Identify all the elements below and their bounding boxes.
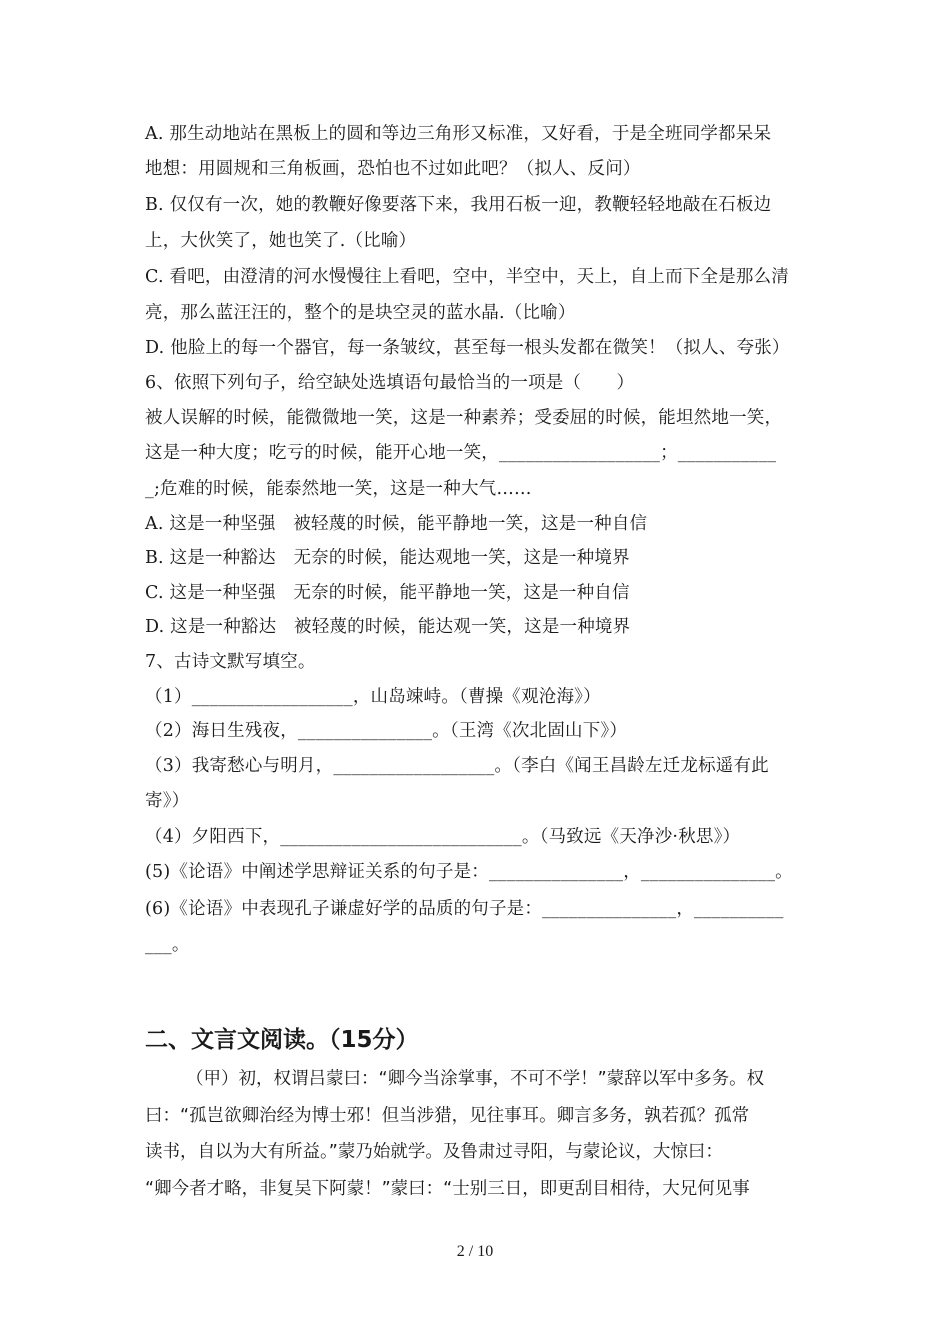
q6-passage-line3: _;危难的时候，能泰然地一笑，这是一种大气…… bbox=[145, 479, 532, 499]
q5-option-c-line2: 亮，那么蓝汪汪的，整个的是块空灵的蓝水晶.（比喻） bbox=[145, 303, 576, 323]
classical-text-line4: “卿今者才略，非复吴下阿蒙！”蒙曰：“士别三日，即更刮目相待，大兄何见事 bbox=[145, 1179, 750, 1199]
q6-passage-line2: 这是一种大度；吃亏的时候，能开心地一笑，__________________；___________ bbox=[145, 443, 777, 463]
q7-item-4: （4）夕阳西下，___________________________。（马致远《天净沙·秋思》） bbox=[145, 827, 741, 847]
q7-item-3-line1: （3）我寄愁心与明月，__________________。（李白《闻王昌龄左迁龙标遥有此 bbox=[145, 756, 769, 776]
q6-option-c: C. 这是一种坚强 无奈的时候，能平静地一笑，这是一种自信 bbox=[145, 583, 630, 603]
classical-text-line1: （甲）初，权谓吕蒙曰：“卿今当涂掌事，不可不学！”蒙辞以军中多务。权 bbox=[186, 1069, 765, 1089]
q7-item-2: （2）海日生残夜，_______________。（王湾《次北固山下》） bbox=[145, 721, 628, 741]
section-heading: 二、文言文阅读。（15分） bbox=[145, 1027, 419, 1053]
q5-option-c-line1: C. 看吧，由澄清的河水慢慢往上看吧，空中，半空中，天上，自上而下全是那么清 bbox=[145, 267, 789, 287]
classical-text-line2: 曰：“孤岂欲卿治经为博士邪！但当涉猎，见往事耳。卿言多务，孰若孤？孤常 bbox=[145, 1106, 750, 1126]
q6-option-a: A. 这是一种坚强 被轻蔑的时候，能平静地一笑，这是一种自信 bbox=[145, 514, 648, 534]
q6-option-d: D. 这是一种豁达 被轻蔑的时候，能达观一笑，这是一种境界 bbox=[145, 617, 631, 637]
q7-item-6-line2: ___。 bbox=[145, 935, 190, 955]
q7-item-6-line1: (6)《论语》中表现孔子谦虚好学的品质的句子是：_______________，__________ bbox=[145, 899, 784, 919]
q7-item-1: （1）__________________，山岛竦峙。（曹操《观沧海》） bbox=[145, 687, 601, 707]
page-number: 2 / 10 bbox=[456, 1243, 494, 1260]
q6-stem: 6、依照下列句子，给空缺处选填语句最恰当的一项是（ ） bbox=[145, 373, 635, 393]
q5-option-b-line1: B. 仅仅有一次，她的教鞭好像要落下来，我用石板一迎，教鞭轻轻地敲在石板边 bbox=[145, 195, 772, 215]
q5-option-a-line2: 地想：用圆规和三角板画，恐怕也不过如此吧？（拟人、反问） bbox=[145, 159, 641, 179]
q7-item-5: (5)《论语》中阐述学思辩证关系的句子是：_______________，_______________。 bbox=[145, 862, 793, 882]
q6-passage-line1: 被人误解的时候，能微微地一笑，这是一种素养；受委屈的时候，能坦然地一笑， bbox=[145, 408, 783, 428]
q5-option-b-line2: 上，大伙笑了，她也笑了.（比喻） bbox=[145, 231, 417, 251]
q5-option-d: D. 他脸上的每一个器官，每一条皱纹，甚至每一根头发都在微笑！（拟人、夸张） bbox=[145, 338, 790, 358]
q6-option-b: B. 这是一种豁达 无奈的时候，能达观地一笑，这是一种境界 bbox=[145, 548, 630, 568]
q7-item-3-line2: 寄》） bbox=[145, 791, 190, 811]
classical-text-line3: 读书，自以为大有所益。”蒙乃始就学。及鲁肃过寻阳，与蒙论议，大惊曰： bbox=[145, 1142, 723, 1162]
q7-stem: 7、古诗文默写填空。 bbox=[145, 652, 316, 672]
q5-option-a-line1: A. 那生动地站在黑板上的圆和等边三角形又标准，又好看，于是全班同学都呆呆 bbox=[145, 124, 772, 144]
